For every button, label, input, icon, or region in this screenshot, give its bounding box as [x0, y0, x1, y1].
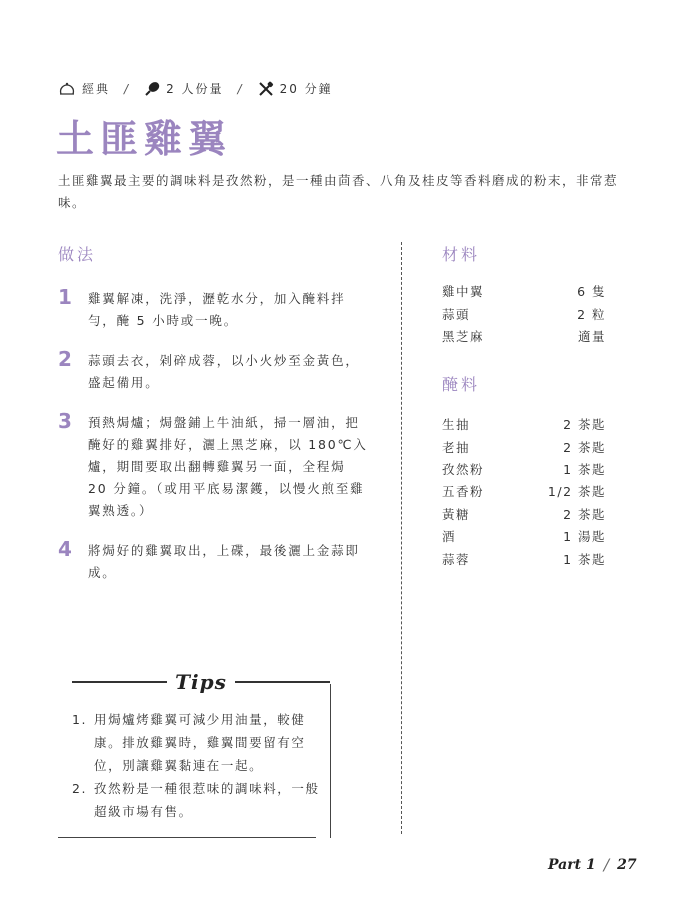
step-number: 2	[58, 347, 74, 371]
method-heading: 做法	[58, 245, 97, 264]
ingredient-row	[442, 325, 606, 347]
method-step	[58, 409, 368, 522]
folio-separator: /	[603, 855, 610, 874]
tips-list	[72, 708, 322, 823]
tip-text: 孜然粉是一種很惹味的調味料，一般超級市場有售。	[94, 781, 320, 819]
tip-number: 2.	[72, 781, 88, 796]
meta-time: 20 分鐘	[279, 82, 333, 96]
ingredients-list	[442, 280, 606, 347]
meta-category: 經典	[82, 82, 111, 96]
marinade-amount: 2 茶匙	[563, 506, 606, 522]
folio-page-number: 27	[617, 856, 637, 873]
ingredient-row	[442, 302, 606, 324]
marinade-amount: 2 茶匙	[563, 417, 606, 433]
tip-number: 1.	[72, 712, 88, 727]
marinade-name: 黃糖	[442, 506, 471, 522]
ingredient-amount: 2 粒	[577, 306, 606, 322]
marinade-name: 孜然粉	[442, 461, 485, 477]
tips-box	[58, 670, 330, 838]
tips-rule-right	[235, 681, 330, 683]
marinade-row	[442, 547, 606, 569]
tips-rule-left	[72, 681, 167, 683]
ingredient-row	[442, 280, 606, 302]
meta-separator: /	[124, 81, 131, 96]
marinade-heading: 醃料	[442, 375, 481, 394]
step-text: 蒜頭去衣，剁碎成蓉，以小火炒至金黃色，盛起備用。	[88, 353, 360, 390]
marinade-amount: 1 湯匙	[563, 529, 606, 545]
marinade-amount: 1/2 茶匙	[547, 484, 606, 500]
marinade-name: 生抽	[442, 417, 471, 433]
chef-hat-icon	[58, 82, 76, 96]
marinade-row	[442, 413, 606, 435]
marinade-name: 五香粉	[442, 484, 485, 500]
method-step	[58, 285, 368, 332]
method-step	[58, 347, 368, 394]
step-text: 預熱焗爐；焗盤鋪上牛油紙，掃一層油，把醃好的雞翼排好，灑上黑芝麻，以 180℃入爐，期間要取出翻轉雞翼另一面，全程焗 20 分鐘。（或用平底易潔鑊，以慢火煎至雞翼熟透。）	[88, 415, 368, 518]
recipe-intro: 土匪雞翼最主要的調味料是孜然粉，是一種由茴香、八角及桂皮等香料磨成的粉末，非常惹味。	[58, 173, 619, 210]
marinade-row	[442, 458, 606, 480]
marinade-row	[442, 435, 606, 457]
drumstick-icon	[144, 81, 160, 97]
tips-label: Tips	[175, 670, 227, 694]
marinade-row	[442, 480, 606, 502]
ingredient-amount: 適量	[577, 328, 606, 344]
step-text: 雞翼解凍，洗淨，瀝乾水分，加入醃料拌勻，醃 5 小時或一晚。	[88, 291, 346, 328]
folio-part: Part 1	[548, 856, 596, 873]
step-number: 3	[58, 409, 74, 433]
tips-header	[72, 670, 330, 694]
step-number: 1	[58, 285, 74, 309]
recipe-title: 土匪雞翼	[56, 116, 233, 161]
meta-separator: /	[237, 81, 244, 96]
marinade-name: 蒜蓉	[442, 551, 471, 567]
ingredient-name: 黑芝麻	[442, 328, 485, 344]
step-text: 將焗好的雞翼取出，上碟，最後灑上金蒜即成。	[88, 543, 360, 580]
tip-item	[72, 777, 322, 823]
tips-border-bottom	[58, 837, 316, 838]
ingredient-name: 蒜頭	[442, 306, 471, 322]
ingredient-name: 雞中翼	[442, 284, 485, 300]
tip-text: 用焗爐烤雞翼可減少用油量，較健康。排放雞翼時，雞翼間要留有空位，別讓雞翼黏連在一起。	[94, 712, 306, 773]
marinade-list	[442, 413, 606, 570]
meta-servings: 2 人份量	[166, 82, 224, 96]
tips-border-right	[330, 684, 331, 838]
utensils-icon	[258, 81, 274, 97]
marinade-amount: 1 茶匙	[563, 551, 606, 567]
column-divider	[401, 242, 402, 834]
tip-item	[72, 708, 322, 777]
marinade-amount: 2 茶匙	[563, 439, 606, 455]
marinade-amount: 1 茶匙	[563, 461, 606, 477]
ingredients-heading: 材料	[442, 245, 481, 264]
marinade-row	[442, 503, 606, 525]
recipe-meta	[58, 80, 333, 97]
method-steps	[58, 285, 368, 584]
marinade-row	[442, 525, 606, 547]
page-folio	[548, 855, 637, 874]
method-step	[58, 537, 368, 584]
step-number: 4	[58, 537, 74, 561]
ingredient-amount: 6 隻	[577, 284, 606, 300]
marinade-name: 酒	[442, 529, 457, 545]
marinade-name: 老抽	[442, 439, 471, 455]
